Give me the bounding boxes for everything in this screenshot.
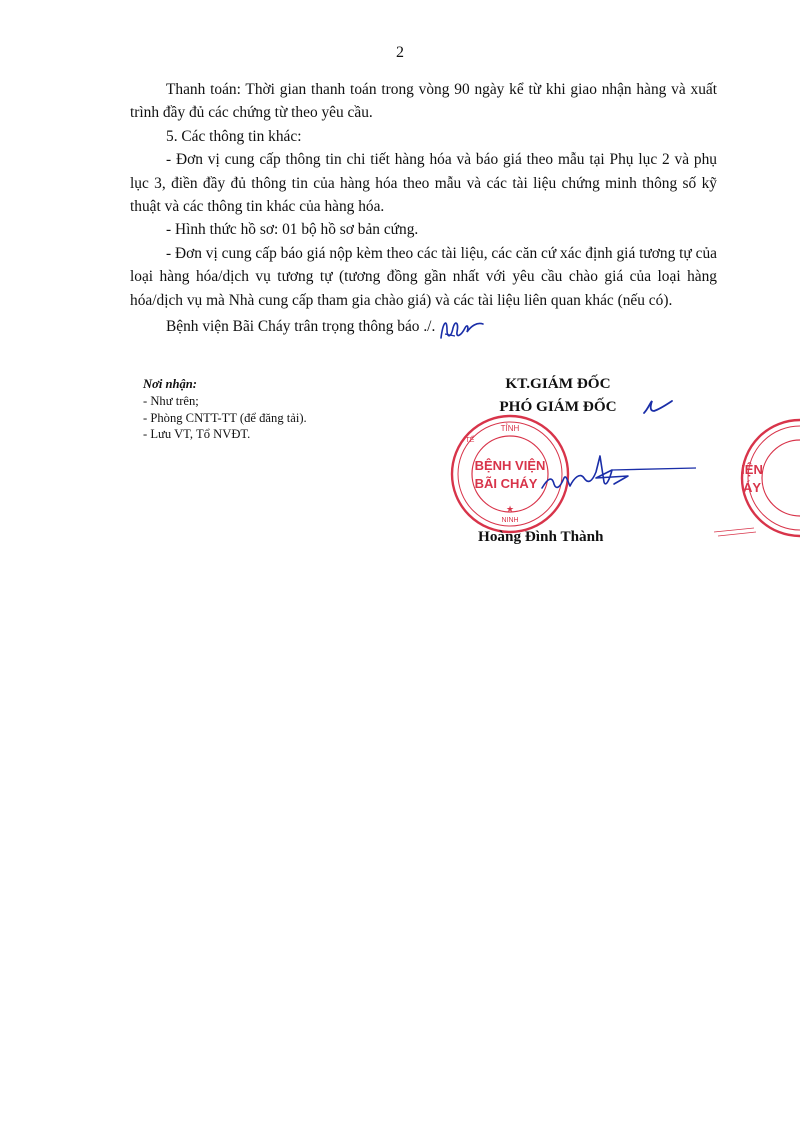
tick-signature-icon <box>638 397 674 417</box>
stamp-line-1: BỆNH VIỆN <box>474 458 546 473</box>
partial-stamp <box>704 416 800 546</box>
recipient-item: - Như trên; <box>143 393 199 408</box>
dossier-paragraph: - Hình thức hồ sơ: 01 bộ hồ sơ bản cứng. <box>166 221 419 239</box>
closing-text: Bệnh viện Bãi Cháy trân trọng thông báo ./. <box>166 317 436 335</box>
info-paragraph: - Đơn vị cung cấp thông tin chi tiết hàng hóa và báo giá theo mẫu tại Phụ lục 2 và phụ lục 3, điền đầy đủ thông tin của hàng hóa theo mẫu và các tài liệu chứng minh thông số kỹ thuật và các thông tin khác của hàng hóa. <box>130 151 717 216</box>
initials-signature-icon <box>437 316 485 342</box>
recipient-item: - Phòng CNTT-TT (để đăng tải). <box>143 410 307 425</box>
svg-text:★: ★ <box>505 504 515 514</box>
attachment-paragraph: - Đơn vị cung cấp báo giá nộp kèm theo các tài liệu, các căn cứ xác định giá tương tự của loại hàng hóa/dịch vụ tương tự (tương đồng gần nhất với yêu cầu chào giá của loại hàng hóa/dịch vụ mà Nhà cung cấp tham gia chào giá) và các tài liệu liên quan khác (nếu có). <box>130 244 717 309</box>
closing-line <box>130 312 717 338</box>
recipients-title: Nơi nhận: <box>143 377 198 391</box>
partial-stamp-line-1: IỆN <box>741 462 763 477</box>
stamp-left-text: TẾ <box>465 437 475 444</box>
section-heading: 5. Các thông tin khác: <box>166 127 302 145</box>
document-body <box>130 78 717 338</box>
signer-title: PHÓ GIÁM ĐỐC <box>499 398 617 415</box>
stamp-line-2: BÃI CHÁY <box>474 476 538 491</box>
handwritten-signature-icon <box>540 448 700 500</box>
recipient-item: - Lưu VT, Tổ NVĐT. <box>143 427 251 442</box>
page-number: 2 <box>396 44 404 61</box>
recipients-block <box>143 376 307 443</box>
stamp-bottom-text: NINH <box>501 517 519 524</box>
stamp-top-text: TỈNH <box>500 424 520 433</box>
signer-name: Hoàng Đình Thành <box>478 528 604 545</box>
signer-authority: KT.GIÁM ĐỐC <box>505 375 611 392</box>
payment-paragraph: Thanh toán: Thời gian thanh toán trong vòng 90 ngày kể từ khi giao nhận hàng và xuất trình đầy đủ các chứng từ theo yêu cầu. <box>130 81 717 122</box>
partial-stamp-line-2: ÁY <box>742 480 762 495</box>
